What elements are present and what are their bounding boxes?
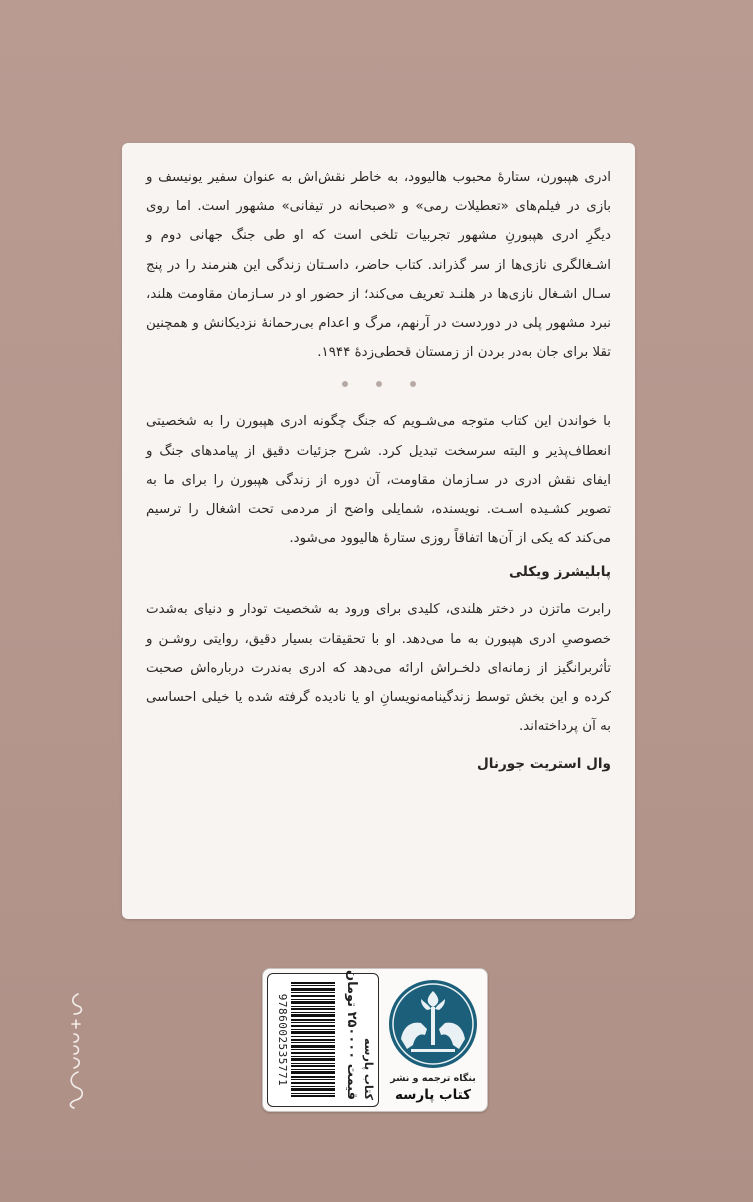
shop-name: کتاب پارسه <box>362 1038 375 1100</box>
barcode-icon <box>291 982 335 1098</box>
price-label <box>267 969 379 1107</box>
divider-dot <box>376 381 382 387</box>
price-text: قیمت ۲۵۰۰۰۰ تومان <box>344 969 359 1100</box>
quote-source-publishers-weekly: پابلیشرز ویکلی <box>508 564 611 581</box>
section-divider <box>146 375 611 403</box>
quote-source-wall-street-journal: وال استریت جورنال <box>476 756 611 773</box>
lion-lamassu-emblem-icon <box>385 977 481 1071</box>
isbn-number: 9786002535771 <box>276 993 289 1087</box>
publisher-name: کتاب پارسه <box>394 1087 472 1103</box>
publisher-subtitle: بنگاه ترجمه و نشر <box>390 1073 476 1084</box>
blurb-paragraph-3: رابرت ماتزن در دختر هلندی، کلیدی برای ورود به شخصیت تودار و دنیای به‌شدت خصوصیِ ادری هپبورن به ما می‌دهد. او با تحقیقات بسیار دقیق، روایتی روشـن و تأثربرانگیز از زمانه‌ای دلخـراش ارائه می‌دهد که ادری به‌ندرت درباره‌اش صحبت کرده و این بخش توسط زندگینامه‌نویسانِ او یا نادیده گرفته شده یا خیلی احساسی به آن پرداخته‌اند. <box>146 602 611 735</box>
divider-dot <box>342 381 348 387</box>
handwritten-signature-icon <box>60 990 90 1110</box>
price-sticker <box>262 968 488 1112</box>
price-label-content <box>271 969 375 1104</box>
blurb-paragraph-2: با خواندن این کتاب متوجه می‌شـویم که جنگ چگونه ادری هپبورن را به شخصیتی انعطاف‌پذیر و البته سرسخت تبدیل کرد. شرح جزئیات دقیق از پیامدهای جنگ و ایفای نقش ادری در سـازمان مقاومت، آن دوره از زندگی هپبورن را برای ما به تصویر کشـیده اسـت. نویسنده، شمایلی واضح از مردمی تحت اشغال را ترسیم می‌کند که یکی از آن‌ها اتفاقاً روزی ستارهٔ هالیوود می‌شود. <box>146 414 611 547</box>
blurb-panel <box>122 143 635 919</box>
blurb-paragraph-1: ادری هپبورن، ستارهٔ محبوب هالیوود، به خاطر نقش‌اش به عنوان سفیر یونیسف و بازی در فیلم‌های «تعطیلات رمی» و «صبحانه در تیفانی» مشهور است. اما روی دیگرِ ادری هپبورنِ مشهور تجربیات تلخی است که او طی جنگ جهانی دوم و اشـغالگری نازی‌ها از سر گذراند. کتاب حاضر، داسـتان زندگی این هنرمند را در پنج سـال اشـغال نازی‌ها در هلنـد تعریف می‌کند؛ از حضور او در سـازمان مقاومت هلند، نبرد مشهور پلی در دوردست در آرنهم، مرگ و اعدام بی‌رحمانهٔ نزدیکانش و همچنین تقلا برای جان به‌در بردن از زمستان قحطی‌زدهٔ ۱۹۴۴. <box>146 170 611 361</box>
divider-dot <box>410 381 416 387</box>
